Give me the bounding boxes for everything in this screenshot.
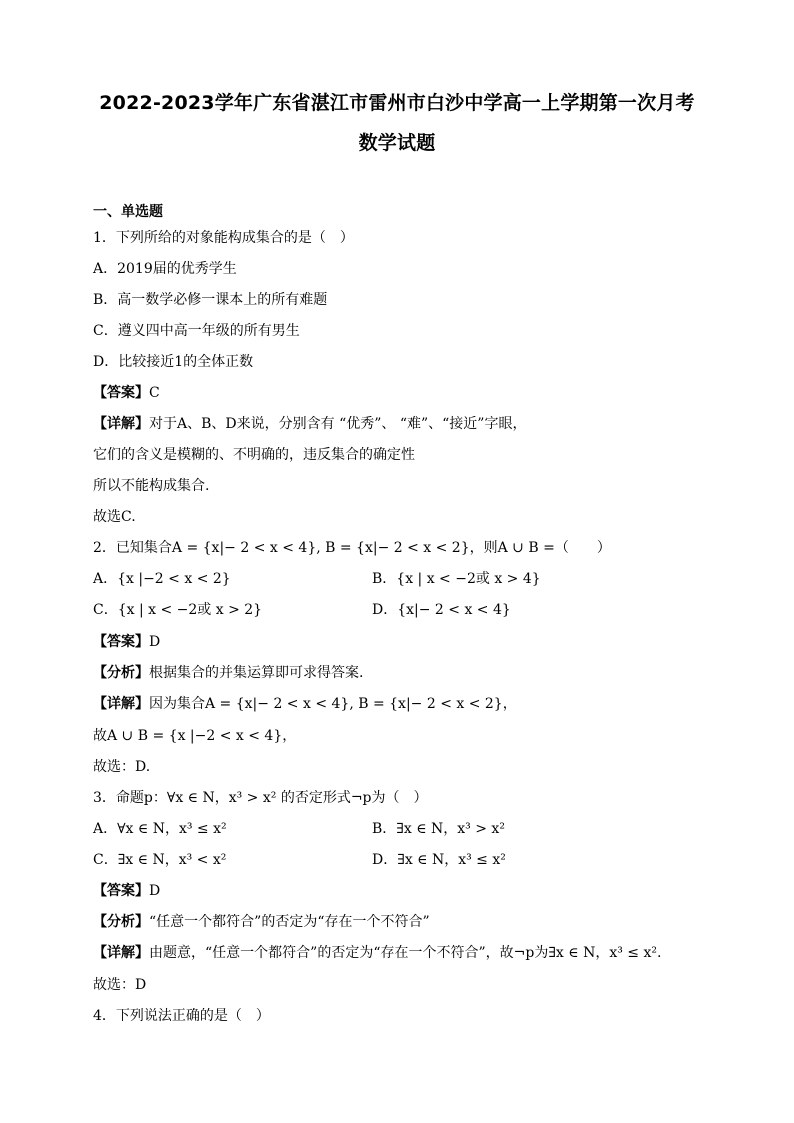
q2-answer [93, 633, 160, 651]
q3-option-a: A．∀x ∈ N，x³ ≤ x² [93, 821, 227, 837]
q1-option-a: A．2019届的优秀学生 [93, 261, 237, 277]
analysis-text: “任意一个都符合”的否定为“存在一个不符合” [149, 914, 430, 930]
detail-text: 因为集合A = {x|− 2 < x < 4}, B = {x|− 2 < x < 2}， [149, 696, 517, 712]
q3-detail-1 [93, 944, 661, 962]
q2-option-b: B．{x | x < −2或 x > 4} [372, 571, 541, 587]
analysis-text: 根据集合的并集运算即可求得答案. [149, 665, 364, 681]
q1-detail-2: 它们的含义是模糊的、不明确的，违反集合的确定性 [93, 447, 415, 463]
q2-detail-1 [93, 695, 517, 713]
q2-analysis [93, 664, 363, 682]
q3-stem: 3．命题p：∀x ∈ N，x³ > x² 的否定形式¬p为（ ） [93, 790, 428, 806]
q2-choose: 故选：D. [93, 759, 151, 775]
answer-tag: 【答案】 [93, 385, 149, 401]
q2-option-a: A．{x |−2 < x < 2} [93, 571, 231, 587]
q1-choose: 故选C. [93, 509, 136, 525]
detail-tag: 【详解】 [93, 945, 149, 961]
analysis-tag: 【分析】 [93, 914, 149, 930]
q1-option-c: C．遵义四中高一年级的所有男生 [93, 323, 300, 339]
answer-value: D [149, 883, 161, 899]
q1-answer [93, 384, 160, 402]
q1-option-d: D．比较接近1的全体正数 [93, 354, 254, 370]
q2-option-c: C．{x | x < −2或 x > 2} [93, 602, 263, 618]
q3-choose: 故选：D [93, 977, 147, 993]
q1-detail-3: 所以不能构成集合. [93, 478, 210, 494]
q1-option-b: B．高一数学必修一课本上的所有难题 [93, 292, 328, 308]
q3-option-b: B．∃x ∈ N，x³ > x² [372, 821, 505, 837]
q2-stem: 2．已知集合A = {x|− 2 < x < 4}, B = {x|− 2 < x < 2}，则A ∪ B =（ ） [93, 540, 611, 556]
doc-title-line2: 数学试题 [358, 132, 436, 154]
q3-option-d: D．∃x ∈ N，x³ ≤ x² [372, 852, 506, 868]
q3-option-c: C．∃x ∈ N，x³ < x² [93, 852, 227, 868]
answer-value: D [149, 634, 161, 650]
section-heading: 一、单选题 [93, 204, 163, 220]
q2-option-d: D．{x|− 2 < x < 4} [372, 602, 511, 618]
detail-text: 由题意，“任意一个都符合”的否定为“存在一个不符合”，故¬p为∃x ∈ N，x³ ≤ x². [149, 945, 662, 961]
doc-title-line1: 2022-2023学年广东省湛江市雷州市白沙中学高一上学期第一次月考 [99, 92, 695, 114]
detail-text: 对于A、B、D来说，分别含有 “优秀”、 “难”、“接近”字眼， [149, 416, 527, 432]
answer-tag: 【答案】 [93, 634, 149, 650]
detail-tag: 【详解】 [93, 416, 149, 432]
analysis-tag: 【分析】 [93, 665, 149, 681]
q1-detail-1 [93, 415, 526, 433]
q3-answer [93, 882, 160, 900]
q3-analysis [93, 913, 430, 931]
q4-stem: 4．下列说法正确的是（ ） [93, 1008, 270, 1024]
q1-stem: 1．下列所给的对象能构成集合的是（ ） [93, 230, 354, 246]
answer-tag: 【答案】 [93, 883, 149, 899]
detail-tag: 【详解】 [93, 696, 149, 712]
q2-detail-2: 故A ∪ B = {x |−2 < x < 4}， [93, 728, 297, 744]
answer-value: C [149, 385, 160, 401]
